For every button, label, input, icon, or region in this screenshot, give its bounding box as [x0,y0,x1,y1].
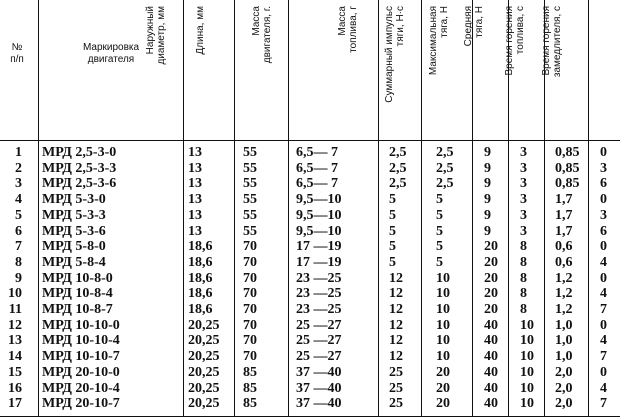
cell-length: 55 [243,192,257,208]
cell-delay-time: 6 [600,176,607,192]
cell-burn-time: 1,0 [555,333,573,349]
cell-diameter: 20,25 [188,317,220,333]
cell-diameter: 13 [188,223,202,239]
cell-fuel-mass: 25 [389,364,403,380]
cell-engine-mass: 9,5—10 [296,223,342,239]
table-row [0,333,620,349]
cell-num: 2 [15,160,22,176]
cell-engine-mass: 6,5— 7 [296,160,338,176]
header-max-thrust-line-1: Максимальная [428,6,439,76]
table-row [0,349,620,365]
cell-impulse: 2,5 [436,176,454,192]
cell-engine-mass: 6,5— 7 [296,176,338,192]
cell-avg-thrust: 8 [520,270,527,286]
cell-max-thrust: 9 [484,192,491,208]
cell-burn-time: 0,85 [555,176,580,192]
cell-fuel-mass: 2,5 [389,145,407,160]
cell-fuel-mass: 5 [389,192,396,208]
cell-num: 10 [8,286,22,302]
bottom-rule [0,416,620,417]
cell-engine-mass: 25 —27 [296,349,342,365]
cell-num: 16 [8,380,22,396]
cell-avg-thrust: 3 [520,207,527,223]
cell-diameter: 18,6 [188,270,213,286]
cell-max-thrust: 40 [484,349,498,365]
cell-num: 17 [8,396,22,412]
cell-length: 85 [243,396,257,412]
cell-marking: МРД 20-10-0 [42,364,120,380]
cell-engine-mass: 23 —25 [296,302,342,317]
cell-delay-time: 4 [600,333,607,349]
cell-length: 70 [243,349,257,365]
cell-fuel-mass: 2,5 [389,160,407,176]
cell-length: 70 [243,286,257,302]
cell-delay-time: 4 [600,286,607,302]
cell-avg-thrust: 10 [520,349,534,365]
cell-marking: МРД 10-10-4 [42,333,120,349]
cell-num: 5 [15,207,22,223]
table-row [0,145,620,161]
cell-engine-mass: 17 —19 [296,239,342,255]
cell-burn-time: 1,0 [555,317,573,333]
cell-marking: МРД 10-8-7 [42,302,113,317]
cell-marking: МРД 10-10-0 [42,317,120,333]
header-engine-mass-line-1: Масса [251,6,262,36]
cell-delay-time: 7 [600,396,607,412]
cell-burn-time: 1,7 [555,207,573,223]
cell-num: 11 [8,302,22,317]
header-num-line-1: № [11,42,23,53]
cell-max-thrust: 40 [484,396,498,412]
header-fuel-mass-line-2: топлива, г [348,6,359,53]
cell-length: 85 [243,380,257,396]
cell-num: 8 [15,254,22,270]
cell-fuel-mass: 2,5 [389,176,407,192]
cell-max-thrust: 20 [484,286,498,302]
cell-impulse: 2,5 [436,145,454,160]
cell-avg-thrust: 10 [520,364,534,380]
cell-max-thrust: 40 [484,364,498,380]
cell-avg-thrust: 3 [520,145,527,160]
cell-avg-thrust: 10 [520,380,534,396]
cell-length: 70 [243,333,257,349]
cell-diameter: 13 [188,160,202,176]
cell-num: 1 [15,145,22,160]
table-row [0,239,620,255]
cell-length: 55 [243,207,257,223]
cell-impulse: 5 [436,207,443,223]
cell-delay-time: 7 [600,302,607,317]
cell-delay-time: 0 [600,192,607,208]
cell-length: 70 [243,302,257,317]
cell-engine-mass: 37 —40 [296,380,342,396]
cell-num: 6 [15,223,22,239]
cell-impulse: 5 [436,239,443,255]
cell-engine-mass: 9,5—10 [296,192,342,208]
header-burn-time-line-1: Время горения [504,6,515,76]
cell-burn-time: 2,0 [555,396,573,412]
cell-impulse: 5 [436,223,443,239]
cell-diameter: 20,25 [188,349,220,365]
cell-length: 85 [243,364,257,380]
header-length-line-1: Длина, мм [195,6,206,55]
cell-avg-thrust: 8 [520,302,527,317]
cell-num: 15 [8,364,22,380]
cell-max-thrust: 20 [484,254,498,270]
table-row [0,224,620,240]
cell-delay-time: 0 [600,364,607,380]
cell-marking: МРД 2,5-3-6 [42,176,117,192]
cell-burn-time: 1,0 [555,349,573,365]
cell-impulse: 5 [436,192,443,208]
cell-fuel-mass: 5 [389,223,396,239]
cell-impulse: 10 [436,333,450,349]
header-diameter-line-1: Наружный [145,6,156,55]
cell-burn-time: 1,2 [555,302,573,317]
cell-avg-thrust: 10 [520,396,534,412]
cell-diameter: 20,25 [188,396,220,412]
cell-impulse: 10 [436,349,450,365]
cell-burn-time: 2,0 [555,380,573,396]
cell-delay-time: 0 [600,317,607,333]
cell-diameter: 18,6 [188,286,213,302]
cell-avg-thrust: 10 [520,333,534,349]
cell-delay-time: 4 [600,380,607,396]
cell-fuel-mass: 12 [389,349,403,365]
header-marking-line-2: двигателя [87,54,135,65]
header-impulse-line-1: Суммарный импульс [384,6,395,103]
cell-max-thrust: 9 [484,160,491,176]
cell-length: 55 [243,145,257,160]
cell-length: 55 [243,223,257,239]
cell-engine-mass: 23 —25 [296,286,342,302]
cell-diameter: 13 [188,207,202,223]
cell-fuel-mass: 12 [389,302,403,317]
cell-fuel-mass: 25 [389,380,403,396]
header-diameter-line-2: диаметр, мм [156,6,167,65]
cell-max-thrust: 9 [484,145,491,160]
cell-length: 70 [243,317,257,333]
header-diameter [145,0,230,140]
cell-engine-mass: 37 —40 [296,364,342,380]
cell-avg-thrust: 8 [520,254,527,270]
cell-impulse: 10 [436,317,450,333]
table-row [0,208,620,224]
cell-impulse: 5 [436,254,443,270]
cell-length: 55 [243,176,257,192]
cell-impulse: 10 [436,302,450,317]
cell-delay-time: 7 [600,349,607,365]
cell-fuel-mass: 12 [389,286,403,302]
cell-avg-thrust: 3 [520,192,527,208]
cell-fuel-mass: 5 [389,254,396,270]
cell-marking: МРД 20-10-7 [42,396,120,412]
cell-avg-thrust: 8 [520,286,527,302]
cell-impulse: 10 [436,286,450,302]
header-max-thrust-line-2: тяга, Н [439,6,450,38]
header-marking-line-1: Маркировка [82,42,140,53]
cell-diameter: 20,25 [188,333,220,349]
table-row [0,255,620,271]
cell-impulse: 20 [436,396,450,412]
cell-max-thrust: 20 [484,302,498,317]
cell-num: 13 [8,333,22,349]
cell-num: 9 [15,270,22,286]
cell-fuel-mass: 5 [389,207,396,223]
cell-marking: МРД 2,5-3-3 [42,160,117,176]
header-avg-thrust-line-2: тяга, Н [474,6,485,38]
cell-impulse: 2,5 [436,160,454,176]
table-row [0,192,620,208]
cell-diameter: 13 [188,192,202,208]
cell-marking: МРД 5-3-3 [42,207,106,223]
cell-avg-thrust: 10 [520,317,534,333]
cell-engine-mass: 37 —40 [296,396,342,412]
cell-avg-thrust: 3 [520,223,527,239]
cell-max-thrust: 40 [484,317,498,333]
cell-length: 70 [243,239,257,255]
cell-diameter: 18,6 [188,254,213,270]
cell-marking: МРД 10-8-4 [42,286,113,302]
header-engine-mass [251,0,336,140]
cell-burn-time: 0,85 [555,160,580,176]
cell-impulse: 20 [436,380,450,396]
cell-diameter: 20,25 [188,364,220,380]
cell-marking: МРД 10-10-7 [42,349,120,365]
cell-impulse: 20 [436,364,450,380]
cell-max-thrust: 9 [484,176,491,192]
table-row [0,365,620,381]
cell-max-thrust: 20 [484,239,498,255]
cell-fuel-mass: 12 [389,317,403,333]
table-row [0,381,620,397]
header-impulse-line-2: тяги, Н·с [395,6,406,47]
cell-burn-time: 1,2 [555,286,573,302]
header-burn-time-line-2: топлива, с [515,6,526,55]
cell-delay-time: 3 [600,160,607,176]
cell-length: 70 [243,270,257,286]
table-row [0,161,620,177]
cell-num: 4 [15,192,22,208]
cell-delay-time: 3 [600,207,607,223]
cell-delay-time: 6 [600,223,607,239]
header-fuel-mass-line-1: Масса [337,6,348,36]
cell-avg-thrust: 8 [520,239,527,255]
cell-impulse: 10 [436,270,450,286]
cell-burn-time: 1,7 [555,192,573,208]
cell-marking: МРД 5-3-6 [42,223,106,239]
cell-max-thrust: 40 [484,333,498,349]
table-row [0,302,620,318]
header-delay-time-line-1: Время горения [541,6,552,76]
cell-length: 55 [243,160,257,176]
cell-delay-time: 0 [600,145,607,160]
cell-diameter: 13 [188,176,202,192]
cell-max-thrust: 40 [484,380,498,396]
cell-marking: МРД 2,5-3-0 [42,145,117,160]
header-rule [0,140,620,141]
cell-num: 12 [8,317,22,333]
cell-burn-time: 1,7 [555,223,573,239]
header-num-line-2: п/п [10,54,24,65]
cell-fuel-mass: 12 [389,333,403,349]
cell-diameter: 18,6 [188,302,213,317]
cell-marking: МРД 10-8-0 [42,270,113,286]
cell-avg-thrust: 3 [520,176,527,192]
cell-fuel-mass: 5 [389,239,396,255]
table-row [0,318,620,334]
header-avg-thrust-line-1: Средняя [463,6,474,47]
cell-marking: МРД 20-10-4 [42,380,120,396]
cell-avg-thrust: 3 [520,160,527,176]
header-delay-time [541,0,620,140]
cell-marking: МРД 5-8-0 [42,239,106,255]
cell-num: 3 [15,176,22,192]
cell-burn-time: 0,6 [555,239,573,255]
table-row [0,271,620,287]
cell-max-thrust: 9 [484,207,491,223]
cell-diameter: 20,25 [188,380,220,396]
cell-burn-time: 0,6 [555,254,573,270]
table-row [0,396,620,412]
header-engine-mass-line-2: двигателя, г. [262,6,273,64]
cell-fuel-mass: 25 [389,396,403,412]
cell-diameter: 18,6 [188,239,213,255]
cell-delay-time: 4 [600,254,607,270]
cell-diameter: 13 [188,145,202,160]
cell-engine-mass: 9,5—10 [296,207,342,223]
cell-burn-time: 2,0 [555,364,573,380]
cell-engine-mass: 23 —25 [296,270,342,286]
header-delay-time-line-2: замедлителя, с [552,6,563,78]
cell-burn-time: 0,85 [555,145,580,160]
table-row [0,286,620,302]
cell-engine-mass: 6,5— 7 [296,145,338,160]
cell-length: 70 [243,254,257,270]
cell-num: 14 [8,349,22,365]
cell-marking: МРД 5-3-0 [42,192,106,208]
cell-num: 7 [15,239,22,255]
cell-delay-time: 0 [600,270,607,286]
cell-max-thrust: 20 [484,270,498,286]
cell-marking: МРД 5-8-4 [42,254,106,270]
cell-engine-mass: 25 —27 [296,333,342,349]
cell-engine-mass: 17 —19 [296,254,342,270]
cell-burn-time: 1,2 [555,270,573,286]
cell-max-thrust: 9 [484,223,491,239]
cell-delay-time: 0 [600,239,607,255]
cell-fuel-mass: 12 [389,270,403,286]
table-row [0,176,620,192]
cell-engine-mass: 25 —27 [296,317,342,333]
